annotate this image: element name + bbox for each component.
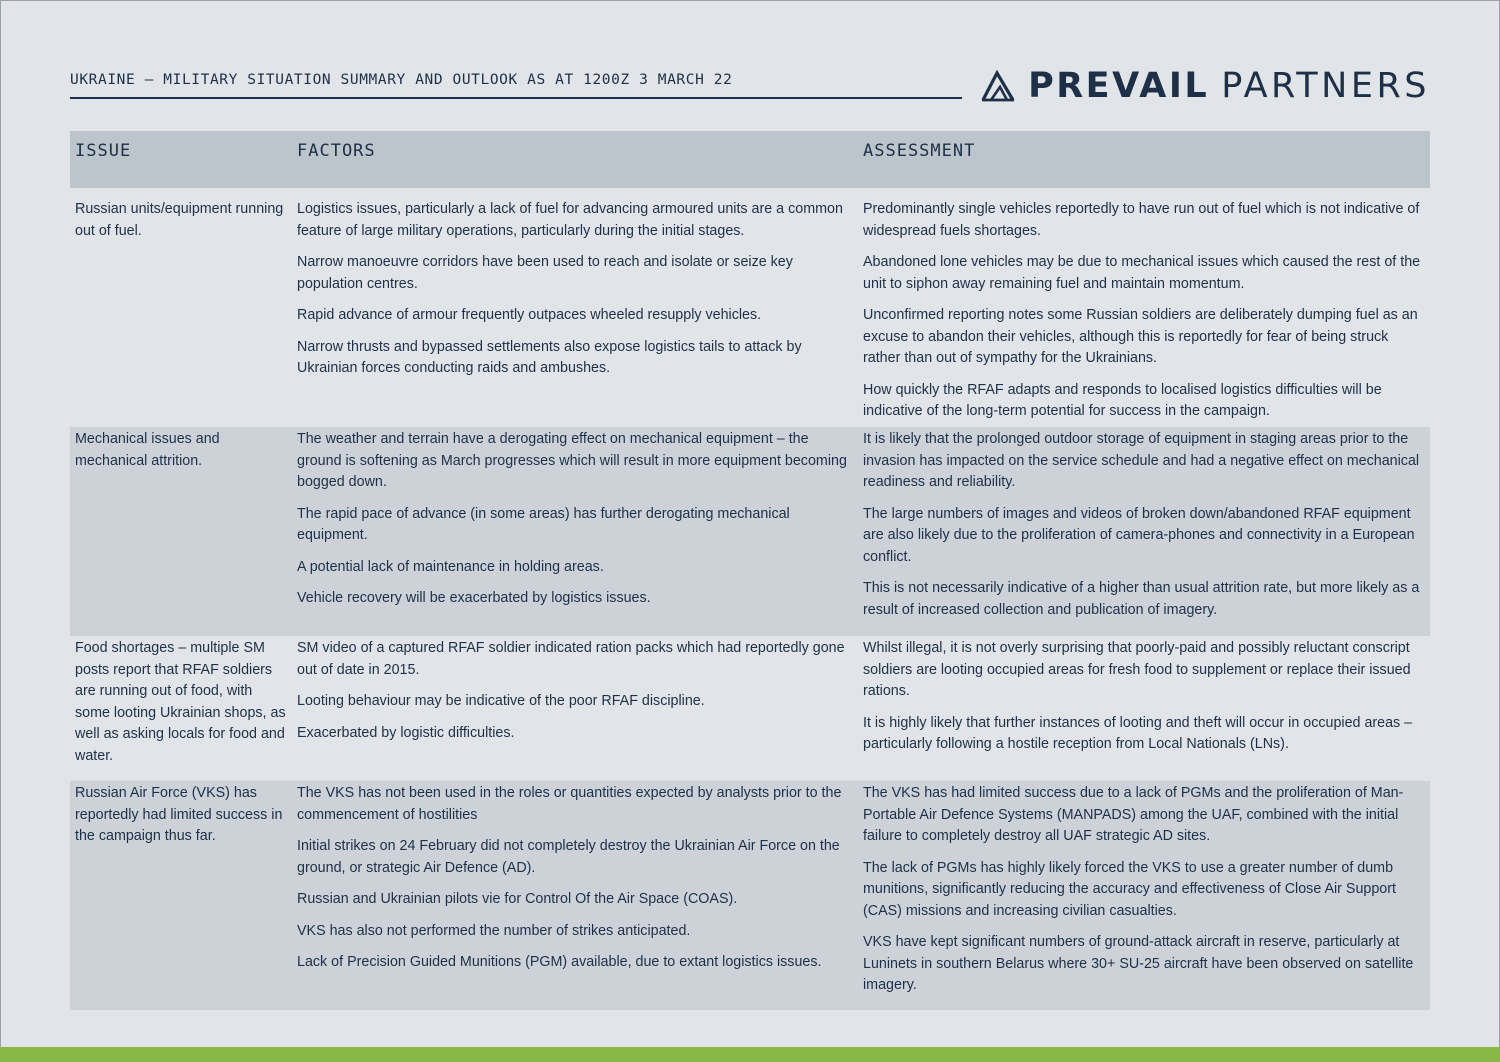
assessment-item: The lack of PGMs has highly likely forced the VKS to use a greater number of dumb munitions, significantly reducing the accuracy and effectiveness of Close Air Support (CAS) missions and increasing civilian casualties.	[863, 859, 1396, 919]
document-title: UKRAINE – MILITARY SITUATION SUMMARY AND OUTLOOK AS AT 1200Z 3 MARCH 22	[70, 72, 962, 99]
footer-accent-bar	[0, 1047, 1500, 1062]
factor-item: Rapid advance of armour frequently outpaces wheeled resupply vehicles.	[297, 307, 762, 323]
factor-item: Logistics issues, particularly a lack of fuel for advancing armoured units are a common feature of large military operations, particularly during the initial stages.	[297, 201, 843, 239]
table-header-row	[70, 131, 1430, 188]
factor-item: SM video of a captured RFAF soldier indicated ration packs which had reportedly gone out of date in 2015.	[297, 640, 845, 678]
logo-word-prevail: PREVAIL	[1028, 66, 1210, 106]
assessment-cell	[858, 638, 1430, 781]
column-header-assessment: ASSESSMENT	[863, 141, 976, 161]
assessment-item: VKS have kept significant numbers of ground-attack aircraft in reserve, particularly at Luninets in southern Belarus where 30+ SU-25 aircraft have been observed on satellite imagery.	[863, 934, 1414, 993]
factors-cell	[292, 429, 858, 636]
issue-text: Russian units/equipment running out of fuel.	[75, 201, 284, 239]
issue-cell	[70, 429, 292, 636]
issue-cell	[70, 783, 292, 1010]
factor-item: Vehicle recovery will be exacerbated by logistics issues.	[297, 590, 651, 606]
factor-item: Initial strikes on 24 February did not completely destroy the Ukrainian Air Force on the ground, or strategic Air Defence (AD).	[297, 838, 840, 876]
assessment-item: Predominantly single vehicles reportedly to have run out of fuel which is not indicative of widespread fuels shortages.	[863, 201, 1420, 239]
factor-item: Narrow thrusts and bypassed settlements also expose logistics tails to attack by Ukrainian forces conducting raids and ambushes.	[297, 338, 802, 376]
table-row	[70, 636, 1430, 781]
assessment-cell	[858, 783, 1430, 1010]
table-row	[70, 781, 1430, 1010]
factor-item: The weather and terrain have a derogating effect on mechanical equipment – the ground is softening as March progresses which will result in more equipment becoming bogged down.	[297, 431, 847, 490]
assessment-item: The large numbers of images and videos of broken down/abandoned RFAF equipment are also likely due to the proliferation of camera-phones and connectivity in a European conflict.	[863, 505, 1415, 565]
assessment-item: Whilst illegal, it is not overly surprising that poorly-paid and possibly reluctant conscript soldiers are looting occupied areas for fresh food to supplement or replace their issued rations.	[863, 640, 1411, 699]
factor-item: Looting behaviour may be indicative of the poor RFAF discipline.	[297, 693, 705, 709]
table-row	[70, 427, 1430, 636]
factor-item: VKS has also not performed the number of strikes anticipated.	[297, 922, 691, 939]
assessment-item: Abandoned lone vehicles may be due to mechanical issues which caused the rest of the unit to siphon away remaining fuel and maintain momentum.	[863, 254, 1421, 292]
situation-table	[70, 131, 1430, 1010]
factor-item: The VKS has not been used in the roles or quantities expected by analysts prior to the commencement of hostilities	[297, 785, 842, 823]
issue-text: Mechanical issues and mechanical attrition.	[75, 431, 220, 469]
issue-cell	[70, 638, 292, 781]
factor-item: A potential lack of maintenance in holding areas.	[297, 558, 604, 575]
factor-item: Narrow manoeuvre corridors have been used to reach and isolate or seize key population centres.	[297, 254, 793, 292]
factor-item: The rapid pace of advance (in some areas) has further derogating mechanical equipment.	[297, 505, 790, 543]
factor-item: Russian and Ukrainian pilots vie for Control Of the Air Space (COAS).	[297, 891, 738, 907]
issue-cell	[70, 199, 292, 427]
assessment-item: It is likely that the prolonged outdoor storage of equipment in staging areas prior to the invasion has impacted on the service schedule and had a negative effect on mechanical readiness and reliability.	[863, 431, 1420, 490]
mountain-logo-icon	[980, 70, 1016, 102]
factor-item: Exacerbated by logistic difficulties.	[297, 724, 515, 741]
assessment-item: The VKS has had limited success due to a lack of PGMs and the proliferation of Man-Portable Air Defence Systems (MANPADS) among the UAF, combined with the initial failure to completely destroy all UAF strategic AD sites.	[863, 785, 1404, 844]
issue-text: Russian Air Force (VKS) has reportedly had limited success in the campaign thus far.	[75, 785, 283, 844]
assessment-cell	[858, 429, 1430, 636]
column-header-issue: ISSUE	[75, 141, 132, 161]
factor-item: Lack of Precision Guided Munitions (PGM) available, due to extant logistics issues.	[297, 954, 822, 970]
assessment-item: How quickly the RFAF adapts and responds to localised logistics difficulties will be indicative of the long-term potential for success in the campaign.	[863, 381, 1382, 419]
assessment-item: It is highly likely that further instances of looting and theft will occur in occupied areas – particularly following a hostile reception from Local Nationals (LNs).	[863, 714, 1413, 752]
factors-cell	[292, 638, 858, 781]
table-row	[70, 188, 1430, 427]
assessment-cell	[858, 199, 1430, 427]
column-header-factors: FACTORS	[297, 141, 376, 161]
page-header	[70, 60, 1430, 110]
factors-cell	[292, 783, 858, 1010]
issue-text: Food shortages – multiple SM posts report that RFAF soldiers are running out of food, with some looting Ukrainian shops, as well as asking locals for food and water.	[75, 640, 286, 764]
prevail-partners-logo	[980, 66, 1430, 106]
factors-cell	[292, 199, 858, 427]
assessment-item: Unconfirmed reporting notes some Russian soldiers are deliberately dumping fuel as an excuse to abandon their vehicles, although this is reportedly for fear of being struck rather than out of sympathy for the Ukrainians.	[863, 307, 1418, 366]
logo-word-partners: PARTNERS	[1221, 66, 1430, 106]
assessment-item: This is not necessarily indicative of a higher than usual attrition rate, but more likely as a result of increased collection and publication of imagery.	[863, 580, 1420, 618]
